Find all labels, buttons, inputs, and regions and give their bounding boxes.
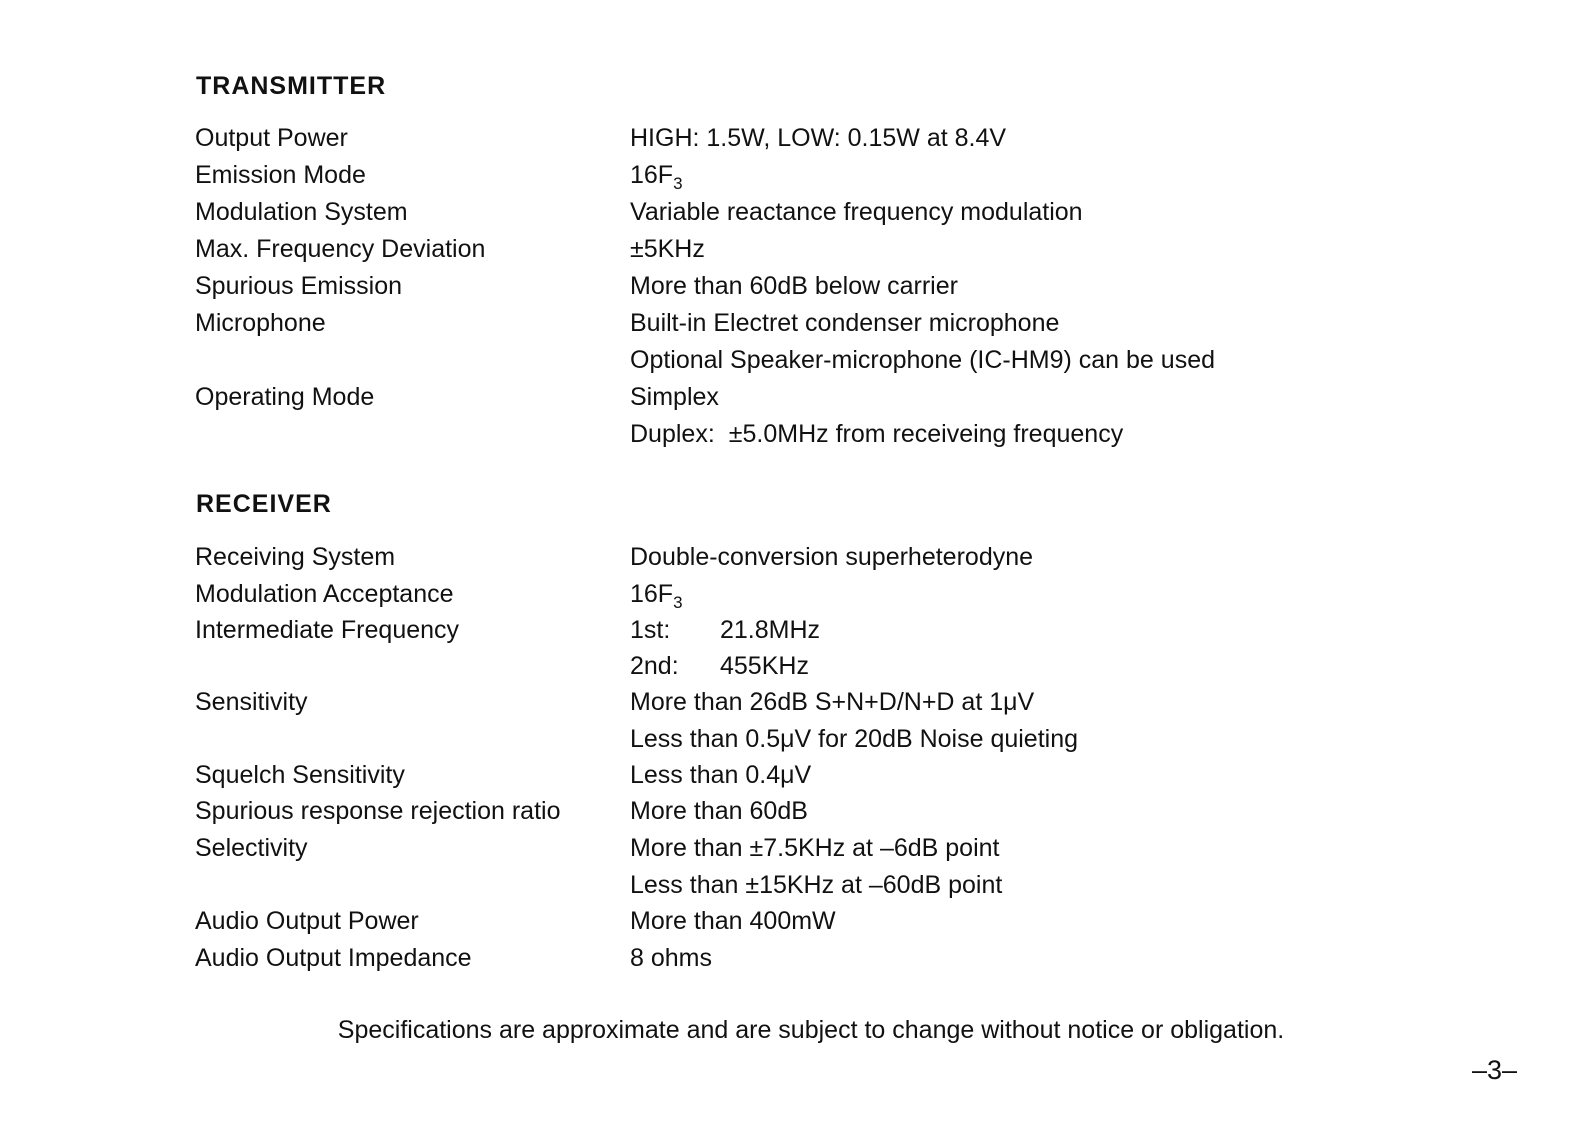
spec-label: Output Power — [195, 124, 348, 152]
spec-label: Emission Mode — [195, 161, 366, 189]
spec-value — [630, 416, 1123, 452]
spec-label: Modulation Acceptance — [195, 580, 454, 608]
spec-label: Spurious Emission — [195, 272, 403, 300]
spec-value: Built-in Electret condenser microphone — [630, 309, 1060, 337]
spec-row-sensitivity-cont — [0, 721, 1592, 757]
spec-row-intermediate-frequency-cont — [0, 648, 1592, 684]
spec-row-selectivity — [0, 830, 1592, 866]
spec-row-microphone-cont — [0, 342, 1592, 378]
spec-row-microphone — [0, 305, 1592, 341]
spec-value — [630, 648, 809, 684]
spec-label: Modulation System — [195, 198, 408, 226]
spec-row-spurious-emission — [0, 268, 1592, 304]
spec-row-modulation-acceptance — [0, 576, 1592, 612]
spec-value: Variable reactance frequency modulation — [630, 198, 1083, 226]
spec-value: More than ±7.5KHz at –6dB point — [630, 834, 1000, 862]
duplex-prefix: Duplex: — [630, 420, 715, 448]
page-number: –3– — [1472, 1055, 1518, 1085]
spec-value: Less than 0.4μV — [630, 761, 812, 789]
spec-label: Selectivity — [195, 834, 308, 862]
spec-value — [630, 612, 820, 648]
spec-label: Microphone — [195, 309, 326, 337]
spec-row-audio-output-power — [0, 903, 1592, 939]
spec-value: Optional Speaker-microphone (IC-HM9) can be used — [630, 346, 1215, 374]
spec-value: ±5KHz — [630, 235, 705, 263]
spec-row-audio-output-impedance — [0, 940, 1592, 976]
spec-value: More than 26dB S+N+D/N+D at 1μV — [630, 688, 1035, 716]
modulation-acceptance-subscript: 3 — [673, 593, 683, 612]
spec-value: Simplex — [630, 383, 719, 411]
spec-label: Audio Output Power — [195, 907, 419, 935]
spec-value: More than 60dB — [630, 797, 808, 825]
spec-value: HIGH: 1.5W, LOW: 0.15W at 8.4V — [630, 124, 1007, 152]
specifications-disclaimer: Specifications are approximate and are subject to change without notice or obligation. — [337, 1016, 1285, 1044]
spec-row-intermediate-frequency — [0, 612, 1592, 648]
spec-label: Squelch Sensitivity — [195, 761, 405, 789]
spec-label: Sensitivity — [195, 688, 308, 716]
if-second-value: 455KHz — [720, 652, 809, 680]
transmitter-heading: TRANSMITTER — [196, 72, 387, 100]
spec-row-output-power — [0, 120, 1592, 156]
spec-row-operating-mode-cont — [0, 416, 1592, 452]
spec-row-receiving-system — [0, 539, 1592, 575]
if-second-prefix: 2nd: — [630, 652, 679, 680]
spec-row-squelch-sensitivity — [0, 757, 1592, 793]
spec-row-modulation-system — [0, 194, 1592, 230]
spec-row-spurious-rejection — [0, 793, 1592, 829]
spec-row-max-deviation — [0, 231, 1592, 267]
spec-value: More than 60dB below carrier — [630, 272, 958, 300]
if-first-prefix: 1st: — [630, 616, 671, 644]
spec-row-operating-mode — [0, 379, 1592, 415]
spec-label: Intermediate Frequency — [195, 616, 460, 644]
spec-label: Audio Output Impedance — [195, 944, 472, 972]
spec-value: 8 ohms — [630, 944, 712, 972]
duplex-value: ±5.0MHz from receiveing frequency — [728, 420, 1124, 448]
if-first-value: 21.8MHz — [720, 616, 821, 644]
spec-value: Less than 0.5μV for 20dB Noise quieting — [630, 725, 1079, 753]
spec-label: Spurious response rejection ratio — [195, 797, 561, 825]
spec-row-selectivity-cont — [0, 867, 1592, 903]
spec-label: Receiving System — [195, 543, 396, 571]
emission-mode-subscript: 3 — [673, 174, 683, 193]
modulation-acceptance-main: 16F — [630, 580, 674, 608]
spec-value: Double-conversion superheterodyne — [630, 543, 1034, 571]
spec-row-emission-mode — [0, 157, 1592, 193]
spec-row-sensitivity — [0, 684, 1592, 720]
receiver-heading: RECEIVER — [196, 490, 332, 518]
spec-label: Operating Mode — [195, 383, 375, 411]
emission-mode-main: 16F — [630, 161, 674, 189]
spec-value: More than 400mW — [630, 907, 836, 935]
spec-label: Max. Frequency Deviation — [195, 235, 486, 263]
spec-value: Less than ±15KHz at –60dB point — [630, 871, 1003, 899]
